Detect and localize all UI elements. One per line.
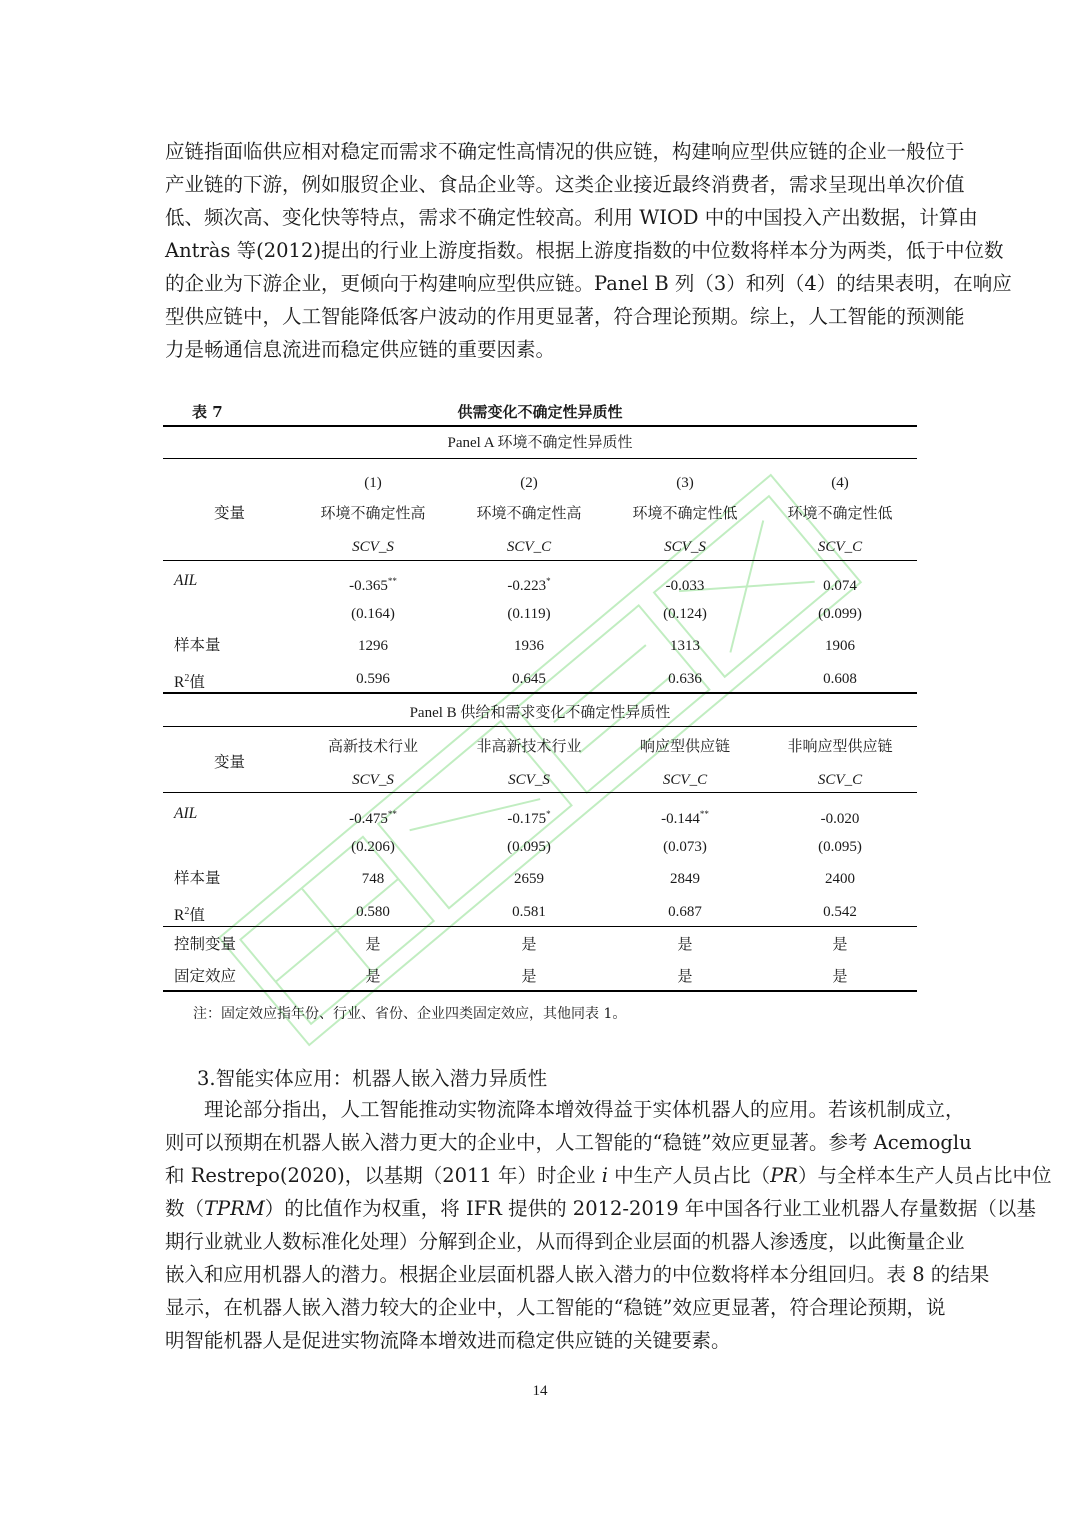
- se-cell: (0.095): [818, 839, 862, 855]
- body-paragraph-1: [165, 135, 1012, 366]
- se-cell: (0.099): [818, 606, 862, 622]
- value-cell: 1296: [358, 638, 388, 654]
- col-label: 环境不确定性高: [320, 506, 426, 522]
- value-cell: 是: [365, 969, 381, 985]
- se-cell: (0.164): [351, 606, 395, 622]
- dep-var: SCV_C: [817, 772, 863, 788]
- coef-cell: -0.175*: [507, 809, 551, 827]
- value-cell: 0.687: [668, 904, 702, 920]
- value-cell: 0.581: [512, 904, 546, 920]
- value-cell: 2849: [670, 871, 700, 887]
- table-bottom-rule: [163, 990, 917, 992]
- se-cell: (0.095): [507, 839, 551, 855]
- value-cell: 2659: [514, 871, 544, 887]
- value-cell: 是: [365, 937, 381, 953]
- coef-cell: -0.144**: [661, 809, 709, 827]
- se-cell: (0.206): [351, 839, 395, 855]
- row-label-n: 样本量: [174, 870, 221, 887]
- text-line: 和 Restrepo(2020)，以基期（2011 年）时企业 i 中生产人员占比（PR）与全样本生产人员占比中位: [165, 1164, 1052, 1187]
- var-header: 变量: [214, 505, 246, 522]
- text-line: Antràs 等(2012)提出的行业上游度指数。根据上游度指数的中位数将样本分为两类，低于中位数: [165, 239, 1004, 262]
- table-rule: [163, 560, 917, 561]
- value-cell: 0.596: [356, 671, 390, 687]
- text-line: 的企业为下游企业，更倾向于构建响应型供应链。Panel B 列（3）和列（4）的结果表明，在响应: [165, 272, 1012, 295]
- text-line: 嵌入和应用机器人的潜力。根据企业层面机器人嵌入潜力的中位数将样本分组回归。表 8 的结果: [165, 1263, 990, 1286]
- se-cell: (0.073): [663, 839, 707, 855]
- value-cell: 0.645: [512, 671, 546, 687]
- col-label: 环境不确定性低: [632, 506, 738, 522]
- table-note: 注：固定效应指年份、行业、省份、企业四类固定效应，其他同表 1。: [193, 1006, 627, 1022]
- value-cell: 1906: [825, 638, 855, 654]
- row-label-r2: $R^2$值: [174, 673, 205, 692]
- coef-cell: 0.074: [823, 578, 857, 594]
- row-label-ail: AIL: [174, 572, 198, 589]
- col-number: (1): [364, 475, 382, 491]
- dep-var: SCV_C: [817, 539, 863, 555]
- table-number: 表 7: [192, 403, 223, 421]
- row-label-controls: 控制变量: [174, 936, 237, 953]
- text-line: 应链指面临供应相对稳定而需求不确定性高情况的供应链，构建响应型供应链的企业一般位于: [165, 140, 965, 163]
- text-line: 理论部分指出，人工智能推动实物流降本增效得益于实体机器人的应用。若该机制成立，: [165, 1098, 965, 1121]
- col-label: 环境不确定性高: [476, 506, 582, 522]
- text-line: 期行业就业人数标准化处理）分解到企业，从而得到企业层面的机器人渗透度，以此衡量企业: [165, 1230, 965, 1253]
- coef-cell: -0.475**: [349, 809, 397, 827]
- table-rule: [163, 792, 917, 793]
- coef-cell: -0.223*: [507, 576, 551, 594]
- col-label: 非响应型供应链: [787, 739, 893, 755]
- value-cell: 0.636: [668, 671, 702, 687]
- value-cell: 0.580: [356, 904, 390, 920]
- panel-b-title: Panel B 供给和需求变化不确定性异质性: [409, 705, 671, 721]
- page-number: 14: [532, 1383, 548, 1399]
- table-rule: [163, 926, 917, 927]
- table-rule: [163, 458, 917, 459]
- text-line: 低、频次高、变化快等特点，需求不确定性较高。利用 WIOD 中的中国投入产出数据，计算由: [165, 206, 978, 229]
- text-line: 明智能机器人是促进实物流降本增效进而稳定供应链的关键要素。: [165, 1329, 731, 1352]
- col-label: 环境不确定性低: [787, 506, 893, 522]
- text-line: 数（TPRM）的比值作为权重，将 IFR 提供的 2012-2019 年中国各行业工业机器人存量数据（以基: [165, 1197, 1036, 1220]
- value-cell: 2400: [825, 871, 855, 887]
- value-cell: 1313: [670, 638, 700, 654]
- table-top-rule: [163, 425, 917, 427]
- panel-a-title: Panel A 环境不确定性异质性: [447, 435, 633, 451]
- dep-var: SCV_S: [508, 772, 550, 788]
- dep-var: SCV_C: [506, 539, 552, 555]
- value-cell: 1936: [514, 638, 544, 654]
- text-line: 型供应链中，人工智能降低客户波动的作用更显著，符合理论预期。综上，人工智能的预测能: [165, 305, 965, 328]
- value-cell: 是: [832, 969, 848, 985]
- dep-var: SCV_S: [664, 539, 706, 555]
- row-label-r2: $R^2$值: [174, 906, 205, 925]
- text-line: 显示，在机器人嵌入潜力较大的企业中，人工智能的“稳链”效应更显著，符合理论预期，说: [165, 1296, 946, 1319]
- value-cell: 是: [521, 937, 537, 953]
- coef-cell: -0.020: [820, 811, 860, 827]
- value-cell: 是: [677, 969, 693, 985]
- row-label-ail: AIL: [174, 805, 198, 822]
- dep-var: SCV_C: [662, 772, 708, 788]
- dep-var: SCV_S: [352, 539, 394, 555]
- var-header: 变量: [214, 754, 246, 771]
- value-cell: 是: [677, 937, 693, 953]
- se-cell: (0.124): [663, 606, 707, 622]
- value-cell: 748: [361, 871, 385, 887]
- row-label-n: 样本量: [174, 637, 221, 654]
- section-heading: 3.智能实体应用：机器人嵌入潜力异质性: [197, 1067, 548, 1090]
- table-rule: [163, 726, 917, 727]
- col-label: 高新技术行业: [327, 739, 419, 755]
- coef-cell: -0.033: [665, 578, 705, 594]
- se-cell: (0.119): [507, 606, 551, 622]
- table-rule: [163, 692, 917, 694]
- coef-cell: -0.365**: [349, 576, 397, 594]
- row-label-fixed-effects: 固定效应: [174, 968, 237, 985]
- text-line: 则可以预期在机器人嵌入潜力更大的企业中，人工智能的“稳链”效应更显著。参考 Acemoglu: [165, 1131, 972, 1154]
- col-label: 响应型供应链: [639, 739, 731, 755]
- col-number: (3): [676, 475, 694, 491]
- value-cell: 是: [521, 969, 537, 985]
- table-title: 供需变化不确定性异质性: [457, 403, 623, 421]
- value-cell: 0.542: [823, 904, 857, 920]
- col-number: (2): [520, 475, 538, 491]
- text-line: 产业链的下游，例如服贸企业、食品企业等。这类企业接近最终消费者，需求呈现出单次价值: [165, 173, 965, 196]
- col-number: (4): [831, 475, 849, 491]
- value-cell: 是: [832, 937, 848, 953]
- text-line: 力是畅通信息流进而稳定供应链的重要因素。: [165, 338, 556, 361]
- body-paragraph-2: [165, 1093, 1052, 1357]
- col-label: 非高新技术行业: [476, 739, 582, 755]
- dep-var: SCV_S: [352, 772, 394, 788]
- value-cell: 0.608: [823, 671, 857, 687]
